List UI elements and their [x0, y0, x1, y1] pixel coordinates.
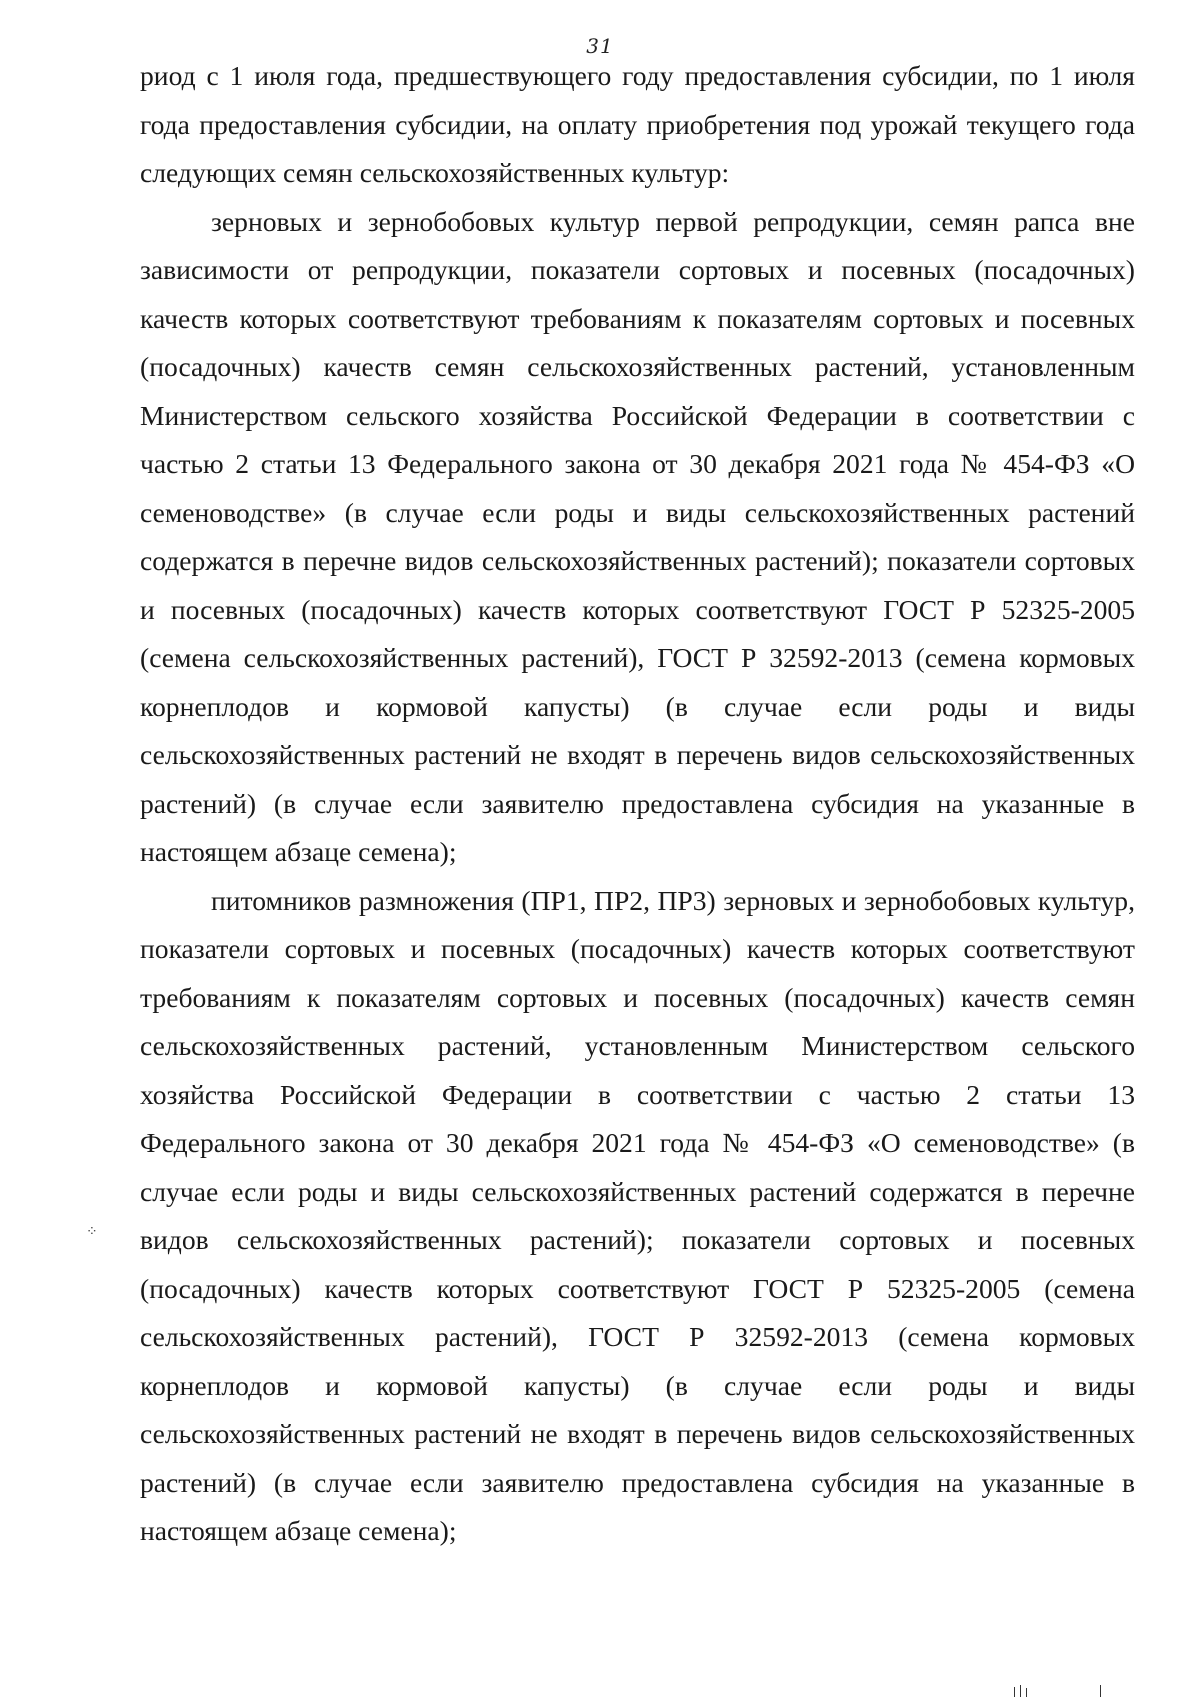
paragraph-nurseries: питомников размножения (ПР1, ПР2, ПР3) зерновых и зернобобовых культур, показатели сортовых и посевных (посадочных) качеств которых соответствуют требованиям к показателям сортовых и посевных (посадочных) качеств семян сельскохозяйственных растений, установленным Министерством сельского хозяйства Российской Федерации в соответствии с частью 2 статьи 13 Федерального закона от 30 декабря 2021 года № 454-ФЗ «О семеноводстве» (в случае если роды и виды сельскохозяйственных растений содержатся в перечне видов сельскохозяйственных растений); показатели сортовых и посевных (посадочных) качеств которых соответствуют ГОСТ Р 52325-2005 (семена сельскохозяйственных растений), ГОСТ Р 32592-2013 (семена кормовых корнеплодов и кормовой капусты) (в случае если роды и виды сельскохозяйственных растений не входят в перечень видов сельскохозяйственных растений) (в случае если заявителю предоставлена субсидия на указанные в настоящем абзаце семена);	[140, 884, 1135, 1546]
paragraph-grain-first-reproduction: зерновых и зернобобовых культур первой репродукции, семян рапса вне зависимости от репродукции, показатели сортовых и посевных (посадочных) качеств которых соответствуют требованиям к показателям сортовых и посевных (посадочных) качеств семян сельскохозяйственных растений, установленным Министерством сельского хозяйства Российской Федерации в соответствии с частью 2 статьи 13 Федерального закона от 30 декабря 2021 года № 454-ФЗ «О семеноводстве» (в случае если роды и виды сельскохозяйственных растений содержатся в перечне видов сельскохозяйственных растений); показатели сортовых и посевных (посадочных) качеств которых соответствуют ГОСТ Р 52325-2005 (семена сельскохозяйственных растений), ГОСТ Р 32592-2013 (семена кормовых корнеплодов и кормовой капусты) (в случае если роды и виды сельскохозяйственных растений не входят в перечень видов сельскохозяйственных растений) (в случае если заявителю предоставлена субсидия на указанные в настоящем абзаце семена);	[140, 205, 1135, 867]
paragraph-continuation: риод с 1 июля года, предшествующего году предоставления субсидии, по 1 июля года предоставления субсидии, на оплату приобретения под урожай текущего года следующих семян сельскохозяйственных культур:	[140, 60, 1135, 188]
scan-edge-ticks	[1000, 1683, 1120, 1697]
scan-speck-mark: ⁘	[86, 1224, 98, 1240]
page-number: 31	[586, 34, 614, 58]
body-text	[140, 52, 1135, 1556]
